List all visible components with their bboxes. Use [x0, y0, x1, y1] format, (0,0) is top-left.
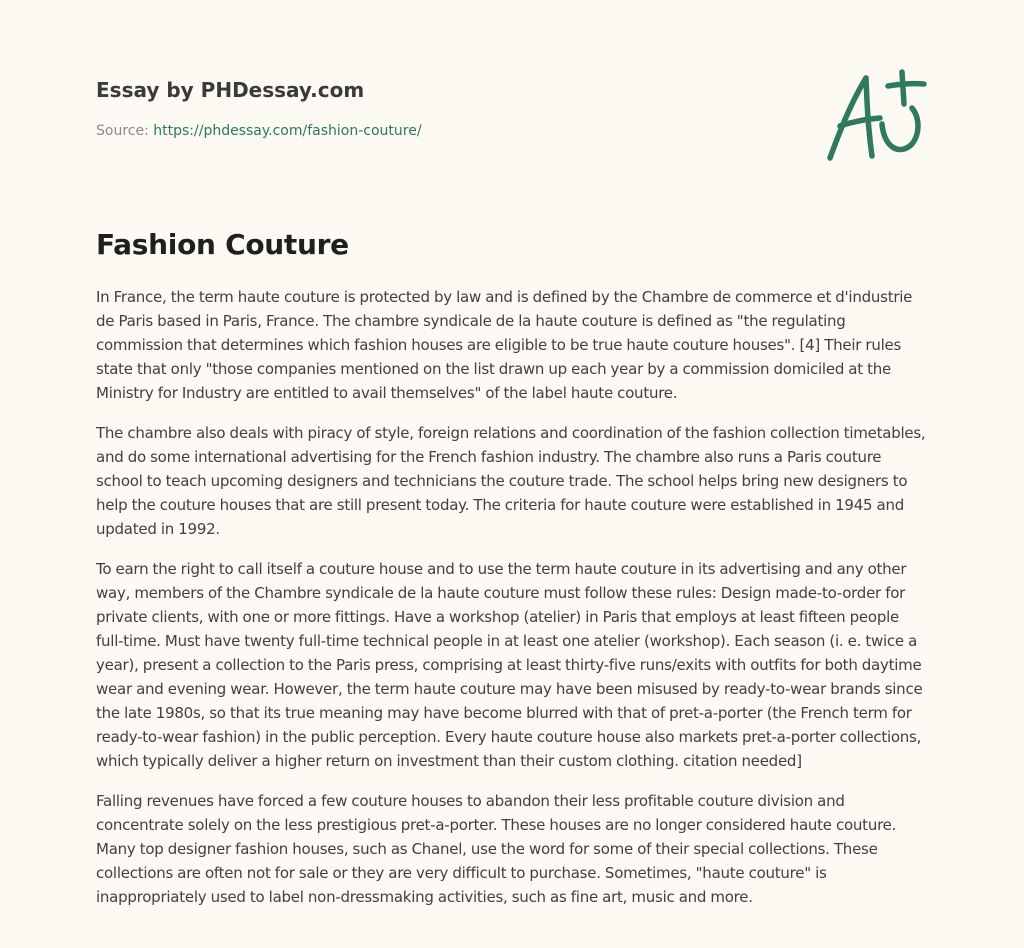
- essay-title: Fashion Couture: [96, 228, 349, 261]
- essay-body: [96, 285, 928, 925]
- paragraph: In France, the term haute couture is protected by law and is defined by the Chambre de commerce et d'industrie de Paris based in Paris, France. The chambre syndicale de la haute couture is defined as "the regulating commission that determines which fashion houses are eligible to be true haute couture houses". [4] Their rules state that only "those companies mentioned on the list drawn up each year by a commission domiciled at the Ministry for Industry are entitled to avail themselves" of the label haute couture.: [96, 288, 913, 402]
- a-plus-grade-icon: [820, 64, 930, 164]
- source-link[interactable]: https://phdessay.com/fashion-couture/: [153, 123, 422, 139]
- paragraph: To earn the right to call itself a couture house and to use the term haute couture in its advertising and any other way, members of the Chambre syndicale de la haute couture must follow these rules: Design made-to-order for private clients, with one or more fittings. Have a workshop (atelier) in Paris that employs at least fifteen people full-time. Must have twenty full-time technical people in at least one atelier (workshop). Each season (i. e. twice a year), present a collection to the Paris press, comprising at least thirty-five runs/exits with outfits for both daytime wear and evening wear. However, the term haute couture may have been misused by ready-to-wear brands since the late 1980s, so that its true meaning may have become blurred with that of pret-a-porter (the French term for ready-to-wear fashion) in the public perception. Every haute couture house also markets pret-a-porter collections, which typically deliver a higher return on investment than their custom clothing. citation needed]: [96, 560, 923, 770]
- paragraph: The chambre also deals with piracy of style, foreign relations and coordination of the fashion collection timetables, and do some international advertising for the French fashion industry. The chambre also runs a Paris couture school to teach upcoming designers and technicians the couture trade. The school helps bring new designers to help the couture houses that are still present today. The criteria for haute couture were established in 1945 and updated in 1992.: [96, 424, 926, 538]
- paragraph: Falling revenues have forced a few couture houses to abandon their less profitable couture division and concentrate solely on the less prestigious pret-a-porter. These houses are no longer considered haute couture. Many top designer fashion houses, such as Chanel, use the word for some of their special collections. These collections are often not for sale or they are very difficult to purchase. Sometimes, "haute couture" is inappropriately used to label non-dressmaking activities, such as fine art, music and more.: [96, 792, 897, 906]
- source-line: [96, 123, 422, 139]
- brand-title: Essay by PHDessay.com: [96, 78, 365, 102]
- essay-header: [96, 76, 856, 139]
- source-label: Source:: [96, 123, 154, 139]
